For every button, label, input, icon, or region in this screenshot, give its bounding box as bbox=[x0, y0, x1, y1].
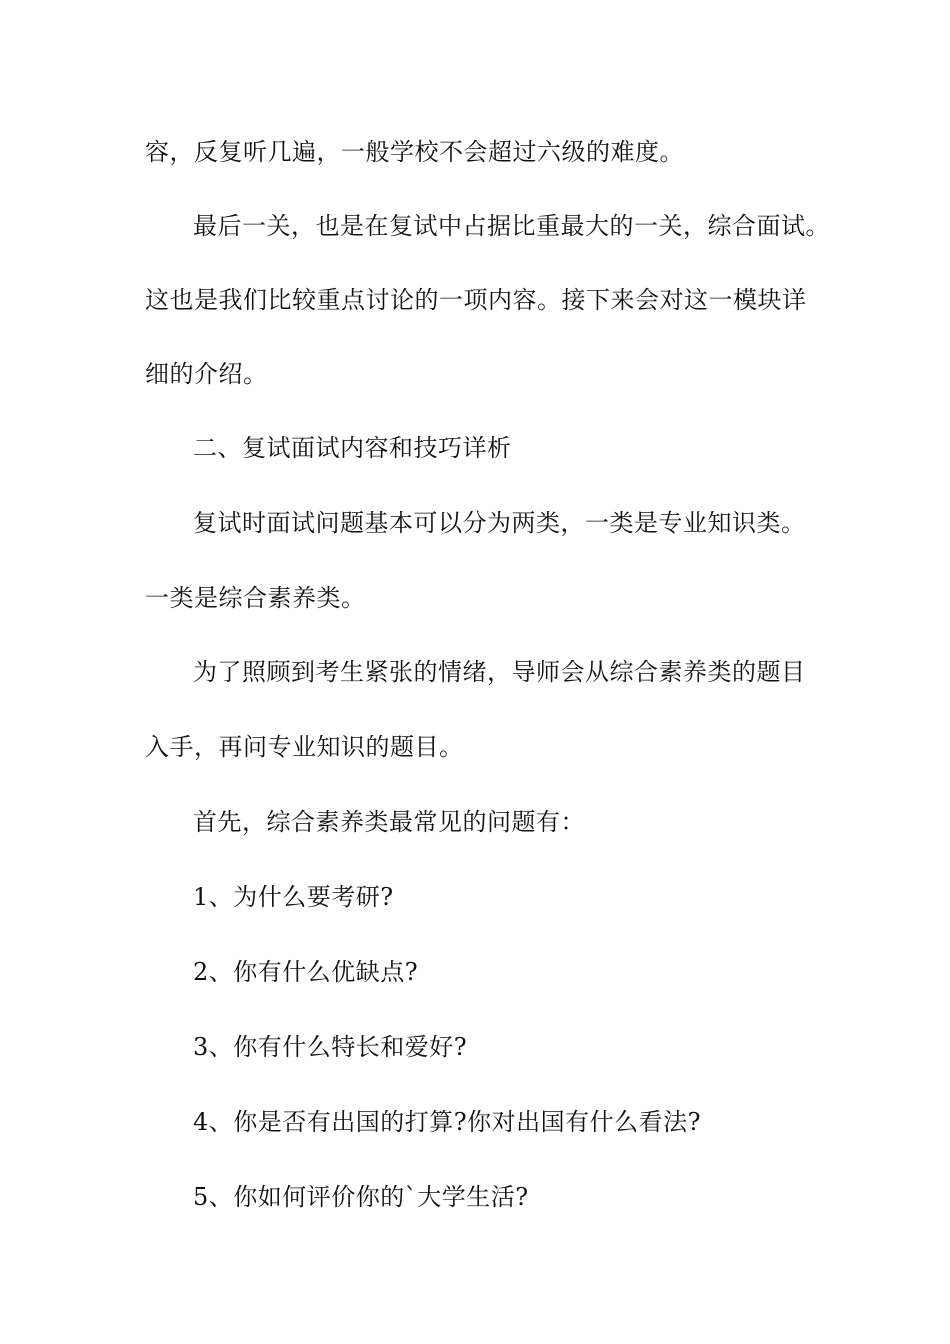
list-item: 2、你有什么优缺点? bbox=[193, 958, 419, 986]
paragraph-line: 这也是我们比较重点讨论的一项内容。接下来会对这一模块详 bbox=[145, 286, 807, 314]
paragraph-line: 一类是综合素养类。 bbox=[145, 584, 366, 612]
paragraph-line: 最后一关，也是在复试中占据比重最大的一关，综合面试。 bbox=[193, 212, 830, 240]
paragraph-line: 入手，再问专业知识的题目。 bbox=[145, 733, 464, 761]
paragraph-line: 容，反复听几遍，一般学校不会超过六级的难度。 bbox=[145, 138, 684, 166]
paragraph-line: 为了照顾到考生紧张的情绪，导师会从综合素养类的题目 bbox=[193, 658, 806, 686]
section-heading: 二、复试面试内容和技巧详析 bbox=[193, 434, 512, 462]
list-item: 1、为什么要考研? bbox=[193, 883, 394, 911]
paragraph-line: 细的介绍。 bbox=[145, 360, 268, 388]
paragraph-line: 首先，综合素养类最常见的问题有： bbox=[193, 808, 585, 836]
paragraph-line: 复试时面试问题基本可以分为两类，一类是专业知识类。 bbox=[193, 509, 806, 537]
list-item: 4、你是否有出国的打算?你对出国有什么看法? bbox=[193, 1108, 702, 1136]
list-item: 3、你有什么特长和爱好? bbox=[193, 1033, 468, 1061]
list-item: 5、你如何评价你的`大学生活? bbox=[193, 1183, 529, 1211]
